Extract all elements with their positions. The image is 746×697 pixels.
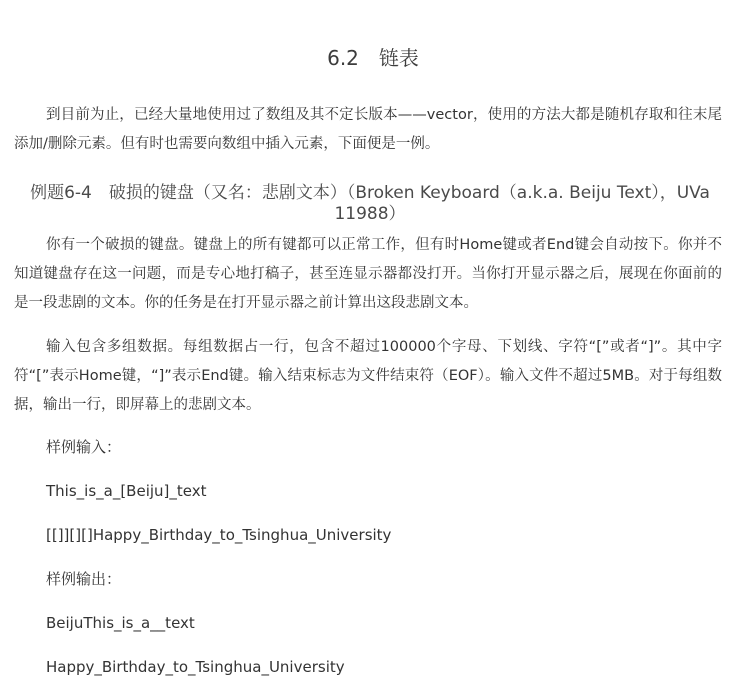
problem-description-paragraph: 你有一个破损的键盘。键盘上的所有键都可以正常工作，但有时Home键或者End键会自动按下。你并不知道键盘存在这一问题，而是专心地打稿子，甚至连显示器都没打开。当你打开显示器之后，展现在你面前的是一段悲剧的文本。你的任务是在打开显示器之前计算出这段悲剧文本。 — [14, 237, 722, 311]
section-title: 6.2 链表 — [327, 46, 419, 70]
sample-input-line: [[]][][]Happy_Birthday_to_Tsinghua_University — [46, 526, 392, 544]
intro-paragraph: 到目前为止，已经大量地使用过了数组及其不定长版本——vector，使用的方法大都是随机存取和往末尾添加/删除元素。但有时也需要向数组中插入元素，下面便是一例。 — [14, 107, 722, 152]
sample-input-line: This_is_a_[Beiju]_text — [46, 482, 207, 500]
input-spec-paragraph: 输入包含多组数据。每组数据占一行，包含不超过100000个字母、下划线、字符“[”或者“]”。其中字符“[”表示Home键，“]”表示End键。输入结束标志为文件结束符（EOF）。输入文件不超过5MB。对于每组数据，输出一行，即屏幕上的悲剧文本。 — [14, 339, 722, 413]
sample-input-label: 样例输入： — [46, 438, 122, 456]
sample-output-label: 样例输出： — [46, 570, 122, 588]
sample-output-line: Happy_Birthday_to_Tsinghua_University — [46, 658, 345, 676]
sample-output-line: BeijuThis_is_a__text — [46, 614, 195, 632]
example-title: 例题6-4 破损的键盘（又名：悲剧文本）（Broken Keyboard（a.k.a. Beiju Text），UVa 11988） — [30, 183, 710, 224]
